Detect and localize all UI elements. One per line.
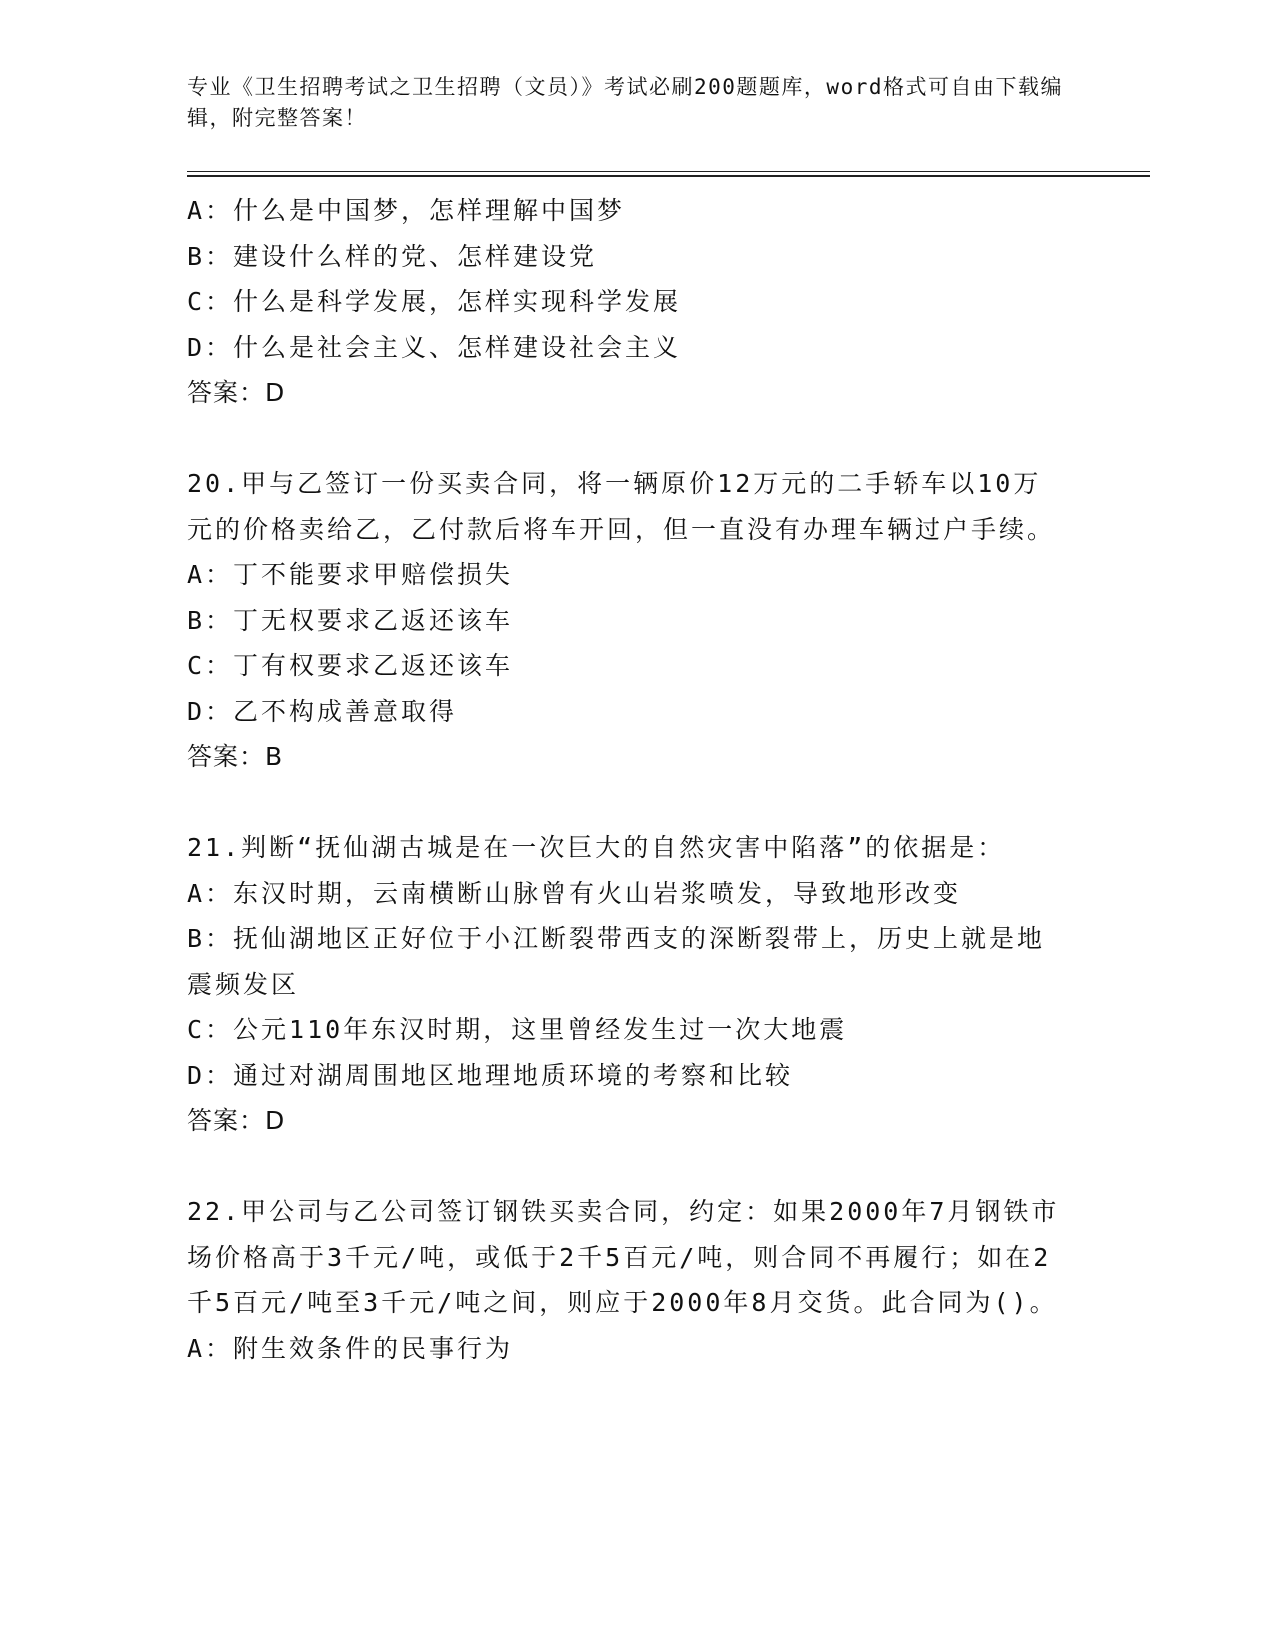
option-a: A：什么是中国梦，怎样理解中国梦 xyxy=(187,196,626,225)
question-spacer xyxy=(187,416,1067,462)
option-b: B：建设什么样的党、怎样建设党 xyxy=(187,241,598,271)
question-spacer xyxy=(187,1144,1067,1190)
question-stem: 21.判断“抚仙湖古城是在一次巨大的自然灾害中陷落”的依据是： xyxy=(187,833,1006,862)
question-block xyxy=(187,825,1067,1144)
answer-line: 答案：B xyxy=(187,742,284,771)
document-header: 专业《卫生招聘考试之卫生招聘（文员）》考试必刷200题题库，word格式可自由下载编辑，附完整答案！ xyxy=(187,75,1063,130)
question-stem: 20.甲与乙签订一份买卖合同，将一辆原价12万元的二手轿车以10万元的价格卖给乙，乙付款后将车开回，但一直没有办理车辆过户手续。 xyxy=(187,469,1056,544)
option-c: C：丁有权要求乙返还该车 xyxy=(187,651,514,680)
header-divider-thick xyxy=(187,175,1150,177)
option-d: D：乙不构成善意取得 xyxy=(187,696,458,726)
question-spacer xyxy=(187,780,1067,826)
question-block xyxy=(187,188,1067,416)
question-block xyxy=(187,1189,1067,1371)
answer-line: 答案：D xyxy=(187,378,286,407)
answer-line: 答案：D xyxy=(187,1106,286,1135)
question-stem: 22.甲公司与乙公司签订钢铁买卖合同，约定：如果2000年7月钢铁市场价格高于3千元/吨，或低于2千5百元/吨，则合同不再履行；如在2千5百元/吨至3千元/吨之间，则应于2000年8月交货。此合同为()。 xyxy=(187,1197,1060,1317)
option-c: C：公元110年东汉时期，这里曾经发生过一次大地震 xyxy=(187,1015,848,1044)
option-a: A：附生效条件的民事行为 xyxy=(187,1333,514,1363)
option-d: D：什么是社会主义、怎样建设社会主义 xyxy=(187,332,682,362)
header-divider-thin xyxy=(187,171,1150,172)
option-b: B：丁无权要求乙返还该车 xyxy=(187,605,514,635)
option-b: B：抚仙湖地区正好位于小江断裂带西支的深断裂带上，历史上就是地震频发区 xyxy=(187,924,1046,999)
question-block xyxy=(187,461,1067,780)
option-a: A：东汉时期，云南横断山脉曾有火山岩浆喷发，导致地形改变 xyxy=(187,878,962,908)
option-a: A：丁不能要求甲赔偿损失 xyxy=(187,560,514,589)
question-list xyxy=(187,188,1067,1371)
option-c: C：什么是科学发展，怎样实现科学发展 xyxy=(187,287,682,316)
option-d: D：通过对湖周围地区地理地质环境的考察和比较 xyxy=(187,1060,794,1090)
